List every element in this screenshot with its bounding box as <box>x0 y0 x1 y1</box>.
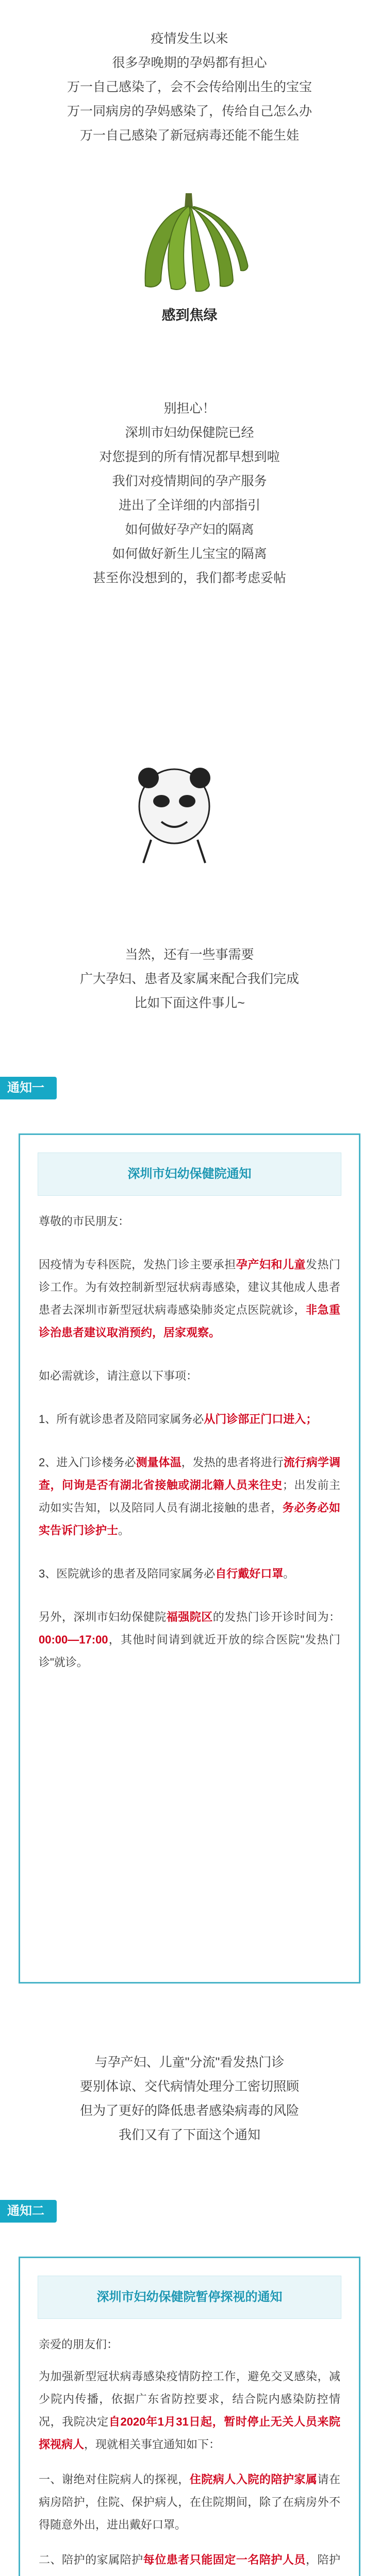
poem-line: 我们对疫情期间的孕产服务 <box>112 474 267 488</box>
notice-1-title: 深圳市妇幼保健院通知 <box>38 1153 341 1196</box>
notice-2-tag: 通知二 <box>0 2200 57 2223</box>
bridge-poem-1 <box>0 2050 379 2147</box>
intro-poem-3 <box>0 943 379 1015</box>
poem-line: 对您提到的所有情况都早想到啦 <box>99 450 280 464</box>
poem-line: 但为了更好的降低患者感染病毒的风险 <box>79 2104 299 2118</box>
notice-2-title: 深圳市妇幼保健院暂停探视的通知 <box>38 2276 341 2319</box>
notice-1-greeting: 尊敬的市民朋友： <box>39 1215 130 1228</box>
intro-poem-2 <box>0 397 379 590</box>
poem-line: 如何做好孕产妇的隔离 <box>125 522 254 537</box>
banana-caption: 感到焦绿 <box>161 308 218 323</box>
poem-line: 当然，还有一些事需要 <box>125 947 254 962</box>
poem-line: 要别体谅、交代病情处理分工密切照顾 <box>79 2079 299 2094</box>
intro-poem-1 <box>0 27 379 148</box>
poem-line: 与孕产妇、儿童"分流"看发热门诊 <box>94 2055 285 2070</box>
poem-line: 广大孕妇、患者及家属来配合我们完成 <box>79 972 299 986</box>
poem-line: 万一同病房的孕妈感染了，传给自己怎么办 <box>67 104 312 118</box>
poem-line: 甚至你没想到的，我们都考虑妥帖 <box>92 571 286 585</box>
notice-2-paragraph: 二、陪护的家属陪护每位患者只能固定一名陪护人员，陪护 <box>39 2553 340 2566</box>
notice-2-card <box>19 2257 360 2576</box>
notice-1-paragraph: 如必需就诊，请注意以下事项： <box>39 1369 198 1382</box>
poem-line: 深圳市妇幼保健院已经 <box>125 426 254 440</box>
notice-2-greeting: 亲爱的朋友们： <box>39 2338 119 2351</box>
notice-1-card <box>19 1133 360 1984</box>
poem-line: 万一自己感染了，会不会传给刚出生的宝宝 <box>67 80 312 94</box>
poem-line: 进出了全详细的内部指引 <box>118 498 260 513</box>
notice-1-paragraph: 3、医院就诊的患者及陪同家属务必自行戴好口罩。 <box>39 1567 295 1580</box>
poem-line: 疫情发生以来 <box>151 31 228 46</box>
poem-line: 万一自己感染了新冠病毒还能不能生娃 <box>79 128 299 143</box>
panda-meme-illustration <box>133 757 216 866</box>
notice-1-paragraph: 1、所有就诊患者及陪同家属务必从门诊部正门口进入； <box>39 1413 318 1426</box>
notice-1-paragraph: 另外，深圳市妇幼保健院福强院区的发热门诊开诊时间为：00:00—17:00，其他时间请到就近开放的综合医院"发热门诊"就诊。 <box>39 1611 340 1669</box>
poem-line: 我们又有了下面这个通知 <box>118 2128 260 2142</box>
notice-1-paragraph: 因疫情为专科医院，发热门诊主要承担孕产妇和儿童发热门诊工作。为有效控制新型冠状病毒感染，建议其他成人患者患者去深圳市新型冠状病毒感染肺炎定点医院就诊，非急重诊治患者建议取消预约，居家观察。 <box>39 1258 340 1339</box>
notice-1-paragraph: 2、进入门诊楼务必测量体温，发热的患者将进行流行病学调查，问询是否有湖北省接触或湖北籍人员来往史；出发前主动如实告知，以及陪同人员有湖北接触的患者，务必务必如实告诉门诊护士。 <box>39 1456 340 1537</box>
poem-line: 很多孕晚期的孕妈都有担心 <box>112 56 267 70</box>
notice-1-tag: 通知一 <box>0 1077 57 1099</box>
poem-line: 比如下面这件事儿~ <box>134 996 245 1010</box>
poem-line: 别担心！ <box>163 401 216 416</box>
notice-2-paragraph: 一、谢绝对住院病人的探视，住院病人入院的陪护家属请在病房陪护，住院、保护病人，在住院期间，除了在病房外不得随意外出，进出戴好口罩。 <box>39 2473 340 2531</box>
notice-2-paragraph: 为加强新型冠状病毒感染疫情防控工作，避免交叉感染，减少院内传播，依据广东省防控要求，结合院内感染防控情况，我院决定自2020年1月31日起，暂时停止无关人员来院探视病人，现就相关事宜通知如下： <box>39 2370 340 2451</box>
green-banana-illustration <box>130 183 249 301</box>
poem-line: 如何做好新生儿宝宝的隔离 <box>112 547 267 561</box>
